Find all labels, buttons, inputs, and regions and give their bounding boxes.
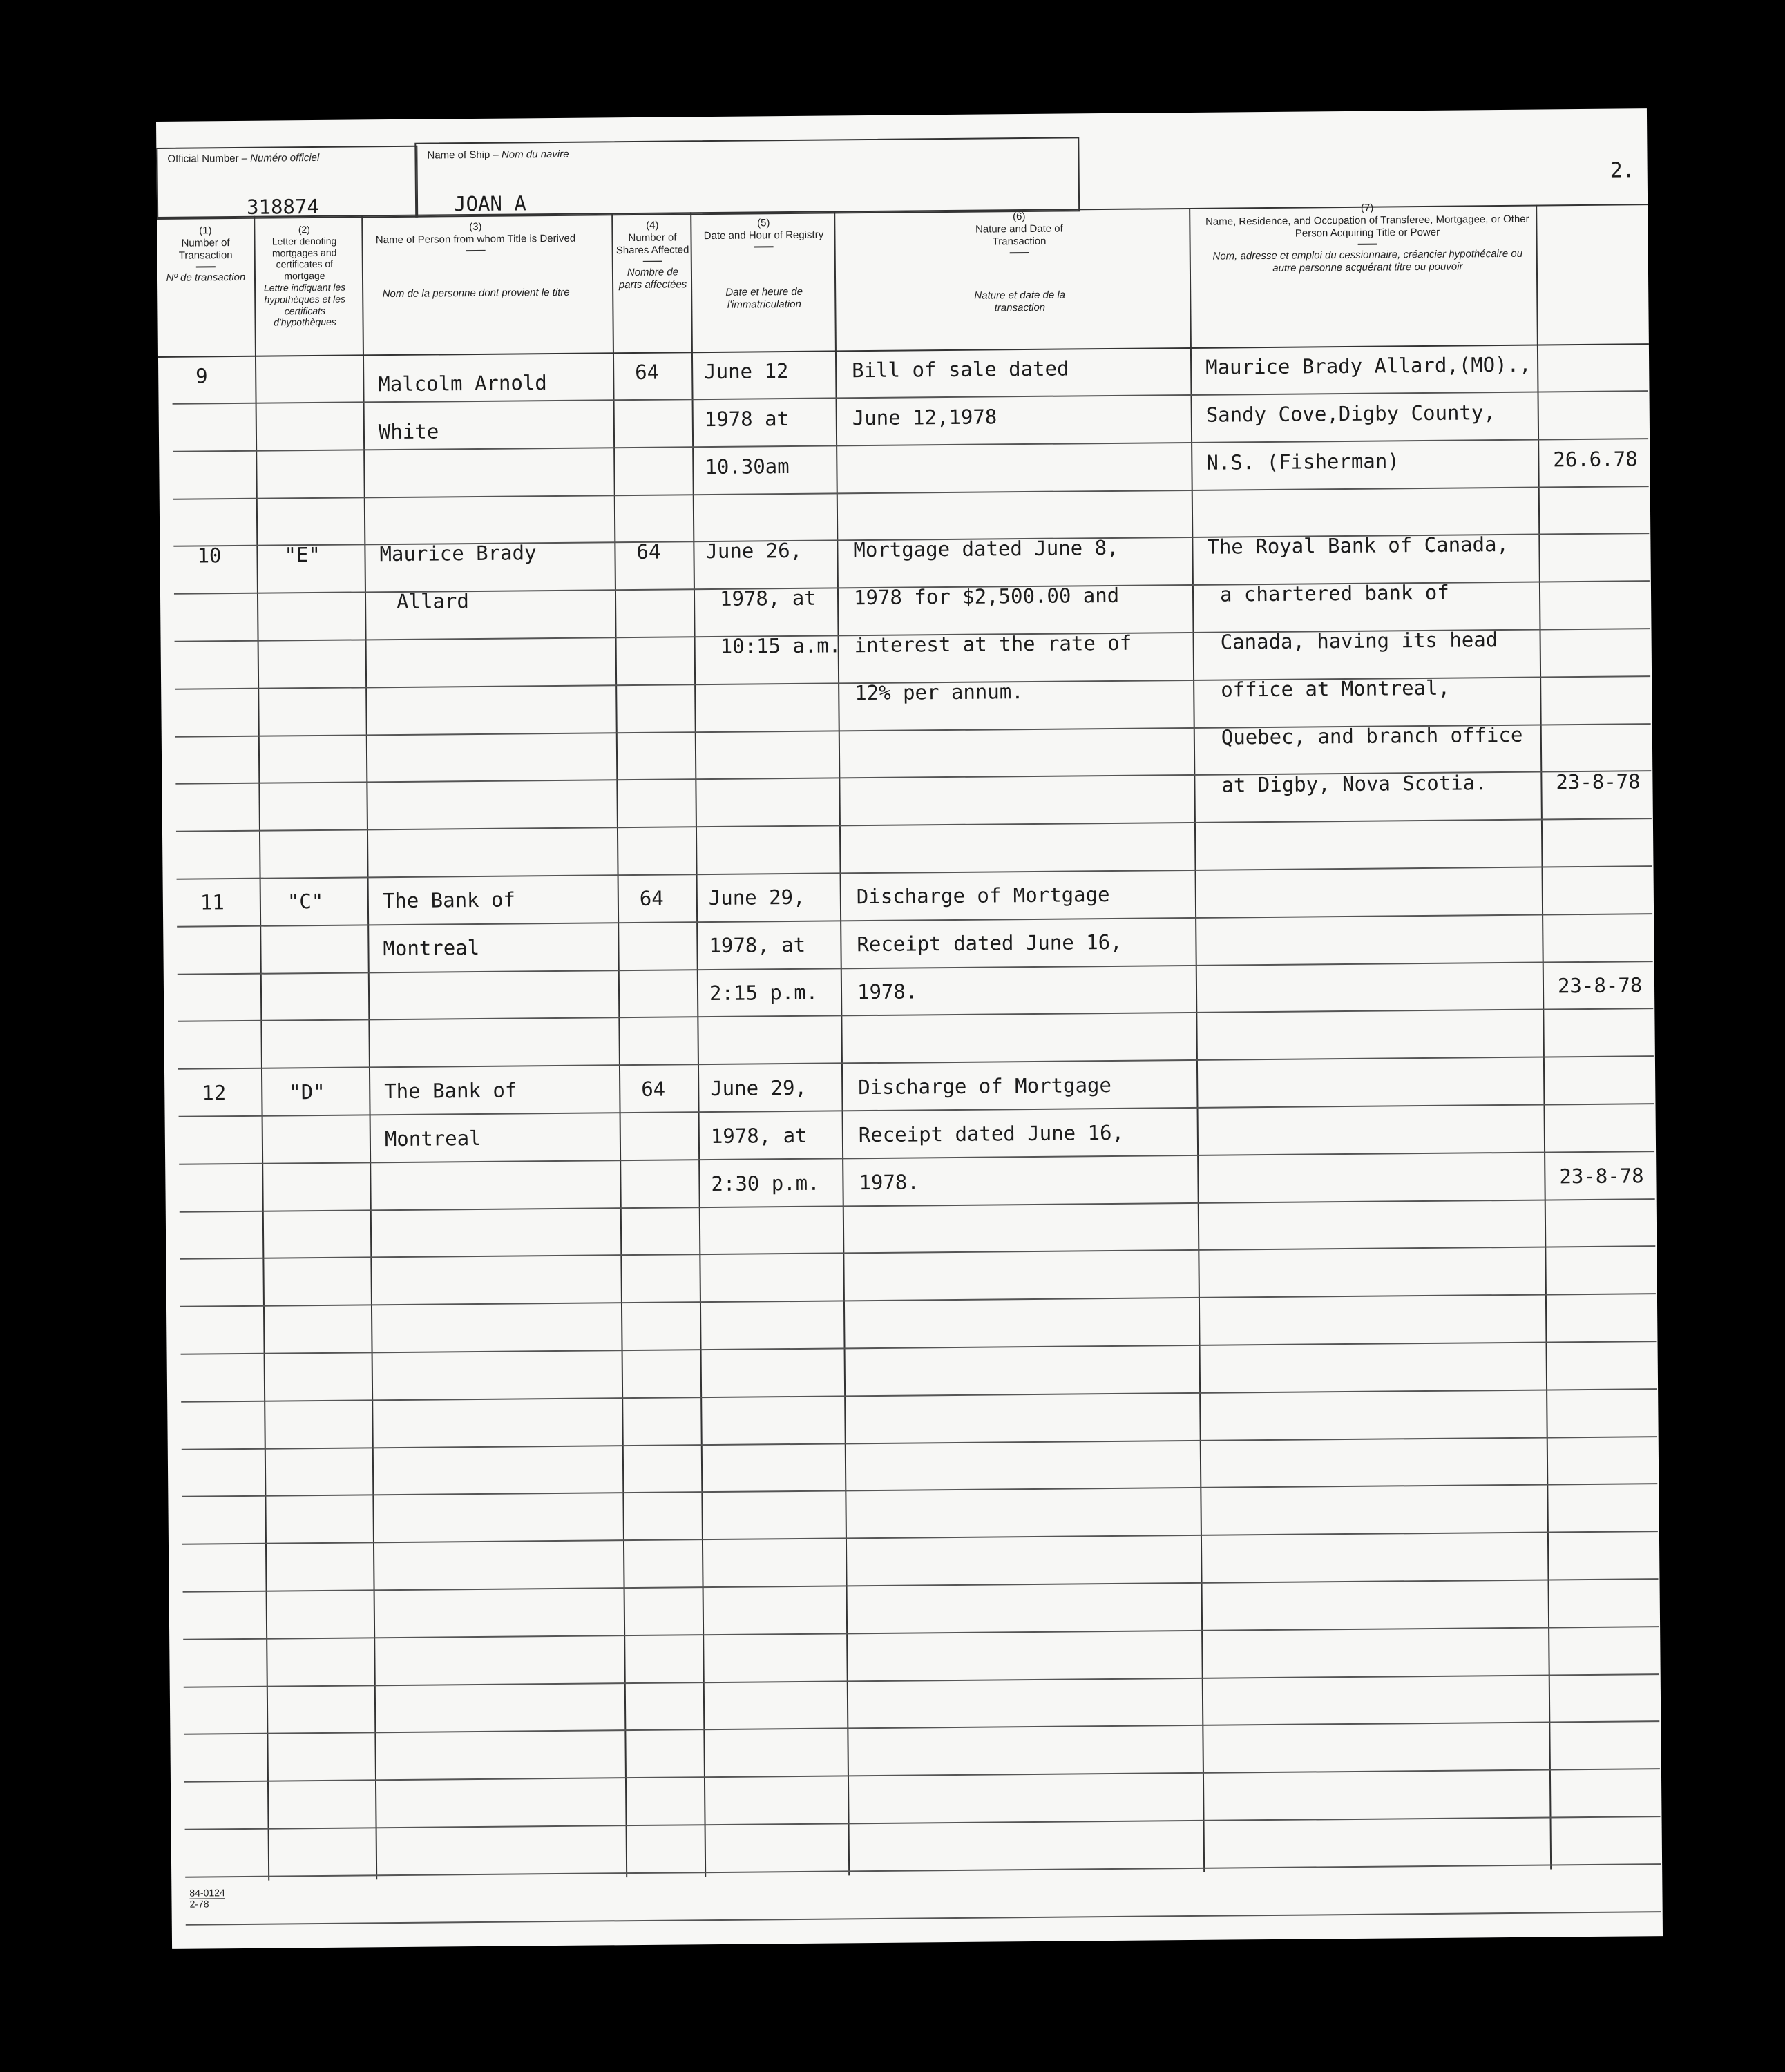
nature-line: 12% per annum. — [855, 680, 1024, 705]
ledger-rule — [186, 1911, 1661, 1926]
nature-line: June 12,1978 — [852, 405, 998, 430]
col-header-2: (2) Letter denoting mortgages and certificates of mortgage Lettre indiquant les hypothèques et les certificats d'hypothèques — [263, 224, 346, 328]
shares-affected: 64 — [639, 886, 664, 910]
from-person-line: Maurice Brady — [379, 541, 537, 566]
ledger-rule — [182, 1484, 1657, 1498]
ledger-rule — [180, 1293, 1656, 1307]
shares-affected: 64 — [636, 539, 661, 564]
ledger-rule — [183, 1578, 1659, 1593]
ledger-rule — [176, 818, 1652, 832]
registry-line: 10.30am — [705, 454, 790, 479]
registrar-date-note: 23-8-78 — [1557, 973, 1643, 998]
mortgage-letter: "C" — [287, 889, 324, 914]
from-person-line: The Bank of — [382, 888, 516, 913]
registrar-date-note: 23-8-78 — [1556, 769, 1641, 794]
official-number-label: Official Number – Numéro officiel — [167, 151, 320, 165]
transaction-number: 9 — [195, 364, 208, 388]
registry-line: 10:15 a.m. — [720, 633, 841, 658]
nature-line: Discharge of Mortgage — [856, 882, 1110, 909]
ledger-rule — [177, 913, 1652, 928]
ruled-lines — [156, 108, 1647, 122]
transferee-line: Quebec, and branch office — [1221, 722, 1523, 749]
shares-affected: 64 — [635, 360, 660, 384]
from-person-line: Malcolm Arnold — [378, 371, 547, 396]
ledger-rule — [184, 1720, 1659, 1735]
transferee-line: Sandy Cove,Digby County, — [1205, 401, 1496, 427]
mortgage-letter: "D" — [289, 1080, 325, 1104]
from-person-line: White — [378, 419, 439, 444]
ledger-rule — [183, 1626, 1659, 1640]
registry-line: 1978 at — [704, 407, 790, 432]
col-rule-7 — [1536, 205, 1552, 1870]
ledger-rule — [182, 1436, 1657, 1450]
transaction-number: 11 — [200, 890, 225, 914]
ledger-rule — [179, 1103, 1654, 1117]
nature-line: Mortgage dated June 8, — [853, 535, 1119, 562]
ledger-rule — [184, 1768, 1660, 1783]
ledger-rule — [184, 1673, 1659, 1688]
nature-line: 1978. — [859, 1170, 919, 1195]
transferee-line: N.S. (Fisherman) — [1206, 449, 1400, 474]
registry-line: June 26, — [705, 538, 803, 564]
transferee-line: at Digby, Nova Scotia. — [1221, 771, 1487, 797]
ledger-rule — [178, 1055, 1654, 1070]
page-number: 2. — [1610, 158, 1635, 183]
official-number-value: 318874 — [246, 194, 319, 219]
nature-line: 1978 for $2,500.00 and — [853, 583, 1120, 610]
ledger-rule — [178, 961, 1653, 975]
ledger-rule — [173, 486, 1649, 500]
transferee-line: a chartered bank of — [1219, 580, 1449, 606]
from-person-line: Allard — [396, 589, 469, 613]
registry-line: 1978, at — [719, 586, 817, 611]
from-person-line: Montreal — [384, 1126, 481, 1151]
ledger-rule — [182, 1531, 1658, 1545]
nature-line: Discharge of Mortgage — [858, 1073, 1112, 1100]
registry-line: 1978, at — [709, 932, 806, 958]
ship-name-label: Name of Ship – Nom du navire — [427, 148, 569, 162]
ledger-rule — [180, 1198, 1655, 1213]
col-header-6: (6) Nature and Date of Transaction Nature et date de la transaction — [974, 211, 1066, 314]
ledger-rule — [185, 1816, 1661, 1830]
nature-line: Receipt dated June 16, — [857, 930, 1123, 957]
ledger-rule — [181, 1388, 1657, 1403]
mortgage-letter: "E" — [284, 542, 321, 567]
nature-line: interest at the rate of — [854, 631, 1132, 658]
registry-line: June 12 — [704, 359, 789, 384]
ledger-rule — [177, 865, 1652, 880]
registry-line: 2:15 p.m. — [709, 980, 819, 1006]
from-person-line: Montreal — [383, 935, 480, 961]
transferee-line: Maurice Brady Allard,(MO)., — [1205, 352, 1531, 379]
ledger-rule — [180, 1246, 1655, 1260]
ledger-rule — [179, 1151, 1654, 1165]
col-header-7: (7) Name, Residence, and Occupation of Transferee, Mortgagee, or Other Person Acquiring Title or Power Nom, adresse et emploi du cessionnaire, créancier hypothécaire ou autre personne acquérant titre ou pouvoir — [1205, 202, 1529, 274]
transferee-line: Canada, having its head — [1220, 628, 1498, 654]
registry-line: June 29, — [710, 1075, 808, 1101]
col-rule-5 — [834, 211, 850, 1875]
col-header-5: (5) Date and Hour of Registry Date et heure de l'immatriculation — [703, 217, 824, 311]
registrar-date-note: 26.6.78 — [1553, 447, 1638, 472]
col-header-1: (1) Number of Transaction Nº de transaction — [166, 224, 246, 284]
transferee-line: The Royal Bank of Canada, — [1207, 532, 1509, 559]
ledger-rule — [185, 1863, 1661, 1878]
transferee-line: office at Montreal, — [1221, 675, 1451, 702]
col-header-4: (4) Number of Shares Affected Nombre de parts affectées — [615, 219, 689, 291]
shares-affected: 64 — [641, 1077, 666, 1101]
nature-line: Receipt dated June 16, — [858, 1120, 1125, 1147]
col-rule-6 — [1189, 208, 1205, 1872]
from-person-line: The Bank of — [384, 1078, 517, 1104]
col-header-3: (3) Name of Person from whom Title is Derived Nom de la personne dont provient le titre — [375, 220, 576, 300]
registry-line: 1978, at — [710, 1123, 808, 1149]
form-number: 84-0124 2-78 — [189, 1887, 225, 1910]
registrar-date-note: 23-8-78 — [1559, 1164, 1644, 1189]
col-rule-1 — [254, 216, 269, 1881]
col-rule-3 — [611, 213, 627, 1877]
register-page — [156, 108, 1663, 1949]
transaction-number: 10 — [197, 544, 222, 568]
col-rule-4 — [690, 212, 706, 1877]
registry-line: 2:30 p.m. — [711, 1171, 820, 1196]
nature-line: Bill of sale dated — [852, 356, 1069, 383]
nature-line: 1978. — [857, 979, 918, 1004]
ledger-rule — [181, 1341, 1657, 1355]
col-rule-2 — [361, 215, 377, 1879]
ledger-rule — [178, 1008, 1653, 1023]
registry-line: June 29, — [708, 885, 805, 910]
transaction-number: 12 — [202, 1081, 227, 1105]
ship-name-value: JOAN A — [453, 191, 526, 216]
